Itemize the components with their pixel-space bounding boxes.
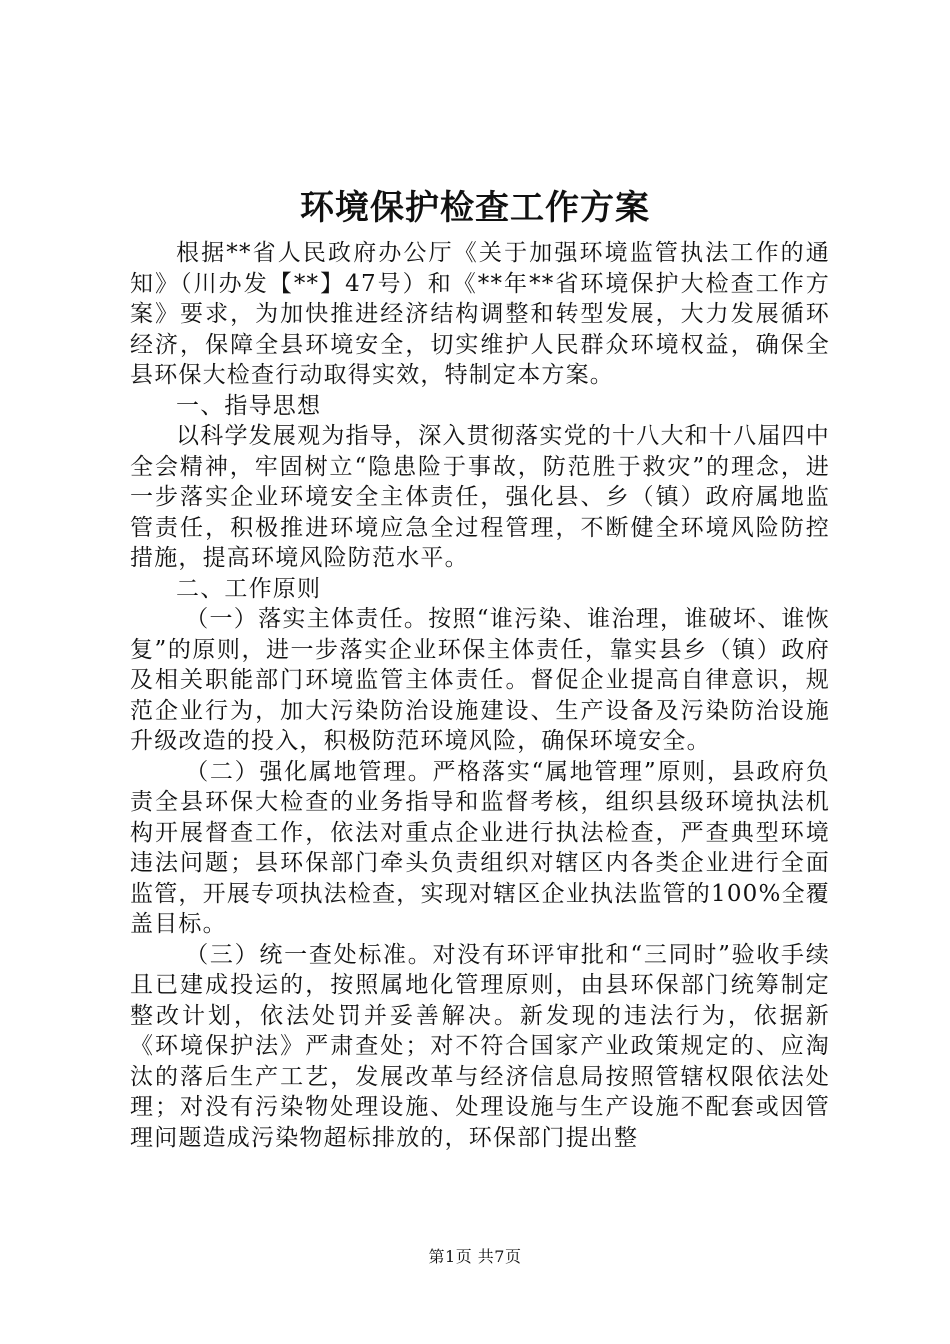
document-body <box>130 238 830 1153</box>
intro-paragraph: 根据**省人民政府办公厅《关于加强环境监管执法工作的通知》（川办发【**】47号）和《**年**省环境保护大检查工作方案》要求，为加快推进经济结构调整和转型发展，大力发展循环经济，保障全县环境安全，切实维护人民群众环境权益，确保全县环保大检查行动取得实效，特制定本方案。 <box>130 240 830 388</box>
principle-paragraph-2: （二）强化属地管理。严格落实“属地管理”原则，县政府负责全县环保大检查的业务指导和监督考核，组织县级环境执法机构开展督查工作，依法对重点企业进行执法检查，严查典型环境违法问题；县环保部门牵头负责组织对辖区内各类企业进行全面监管，开展专项执法检查，实现对辖区企业执法监管的100%全覆盖目标。 <box>130 758 830 937</box>
guiding-ideology-paragraph: 以科学发展观为指导，深入贯彻落实党的十八大和十八届四中全会精神，牢固树立“隐患险于事故，防范胜于救灾”的理念，进一步落实企业环境安全主体责任，强化县、乡（镇）政府属地监管责任，积极推进环境应急全过程管理，不断健全环境风险防控措施，提高环境风险防范水平。 <box>130 423 830 571</box>
principle-paragraph-3: （三）统一查处标准。对没有环评审批和“三同时”验收手续且已建成投运的，按照属地化管理原则，由县环保部门统筹制定整改计划，依法处罚并妥善解决。新发现的违法行为，依据新《环境保护法》严肃查处；对不符合国家产业政策规定的、应淘汰的落后生产工艺，发展改革与经济信息局按照管辖权限依法处理；对没有污染物处理设施、处理设施与生产设施不配套或因管理问题造成污染物超标排放的，环保部门提出整 <box>130 941 830 1151</box>
document-title: 环境保护检查工作方案 <box>300 188 650 228</box>
page-footer: 第1页 共7页 <box>428 1247 522 1266</box>
section-heading-guiding-ideology: 一、指导思想 <box>176 392 322 419</box>
section-heading-work-principles: 二、工作原则 <box>176 575 322 602</box>
principle-paragraph-1: （一）落实主体责任。按照“谁污染、谁治理，谁破坏、谁恢复”的原则，进一步落实企业环保主体责任，靠实县乡（镇）政府及相关职能部门环境监管主体责任。督促企业提高自律意识，规范企业行为，加大污染防治设施建设、生产设备及污染防治设施升级改造的投入，积极防范环境风险，确保环境安全。 <box>130 606 830 754</box>
